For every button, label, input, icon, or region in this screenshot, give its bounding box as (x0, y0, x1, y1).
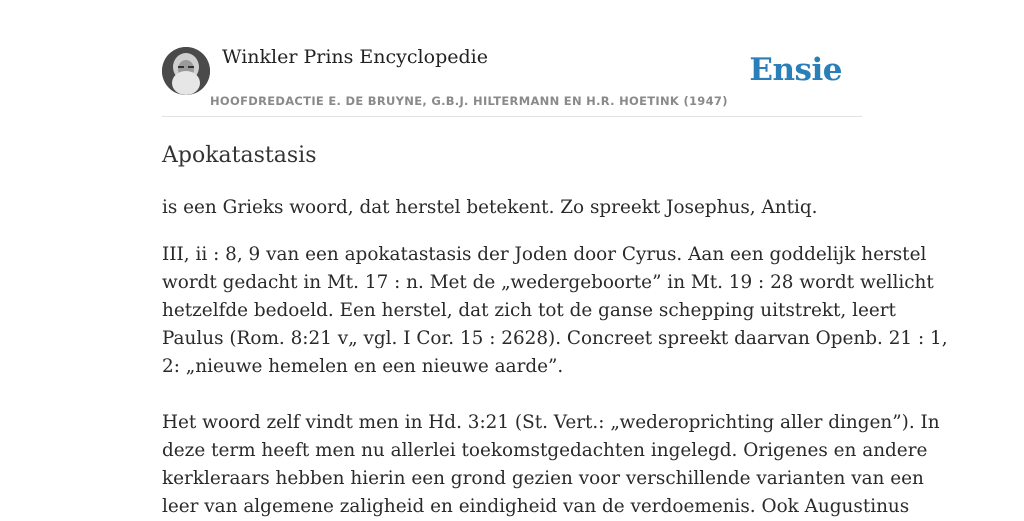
source-title[interactable]: Winkler Prins Encyclopedie (222, 46, 488, 68)
paragraph-line: 2: „nieuwe hemelen en een nieuwe aarde”. (162, 356, 564, 377)
editors-credit: HOOFDREDACTIE E. DE BRUYNE, G.B.J. HILTERMANN EN H.R. HOETINK (1947) (210, 94, 728, 108)
paragraph-line: leer van algemene zaligheid en eindigheid van de verdoemenis. Ook Augustinus (162, 496, 910, 517)
brand-logo[interactable]: Ensie (749, 52, 842, 88)
paragraph-line: wordt gedacht in Mt. 17 : n. Met de „wedergeboorte” in Mt. 19 : 28 wordt wellicht (162, 272, 934, 293)
paragraph-line: hetzelfde bedoeld. Een herstel, dat zich tot de ganse schepping uitstrekt, leert (162, 300, 896, 321)
article-paragraph-1 (162, 194, 862, 222)
paragraph-line: kerkleraars hebben hierin een grond gezien voor verschillende varianten van een (162, 468, 924, 489)
paragraph-line: deze term heeft men nu allerlei toekomstgedachten ingelegd. Origenes en andere (162, 440, 928, 461)
article-paragraph-3 (162, 409, 940, 521)
paragraph-line: III, ii : 8, 9 van een apokatastasis der Joden door Cyrus. Aan een goddelijk herstel (162, 244, 927, 265)
paragraph-line: is een Grieks woord, dat herstel betekent. Zo spreekt Josephus, Antiq. (162, 197, 818, 218)
article-title: Apokatastasis (162, 143, 317, 168)
source-header (162, 0, 862, 117)
page (162, 0, 948, 521)
author-portrait-avatar[interactable] (162, 47, 210, 95)
paragraph-line: Het woord zelf vindt men in Hd. 3:21 (St. Vert.: „wederoprichting aller dingen”). In (162, 412, 940, 433)
portrait-image (162, 47, 210, 95)
article-paragraph-2 (162, 241, 948, 381)
paragraph-line: Paulus (Rom. 8:21 v„ vgl. I Cor. 15 : 2628). Concreet spreekt daarvan Openb. 21 : 1, (162, 328, 948, 349)
